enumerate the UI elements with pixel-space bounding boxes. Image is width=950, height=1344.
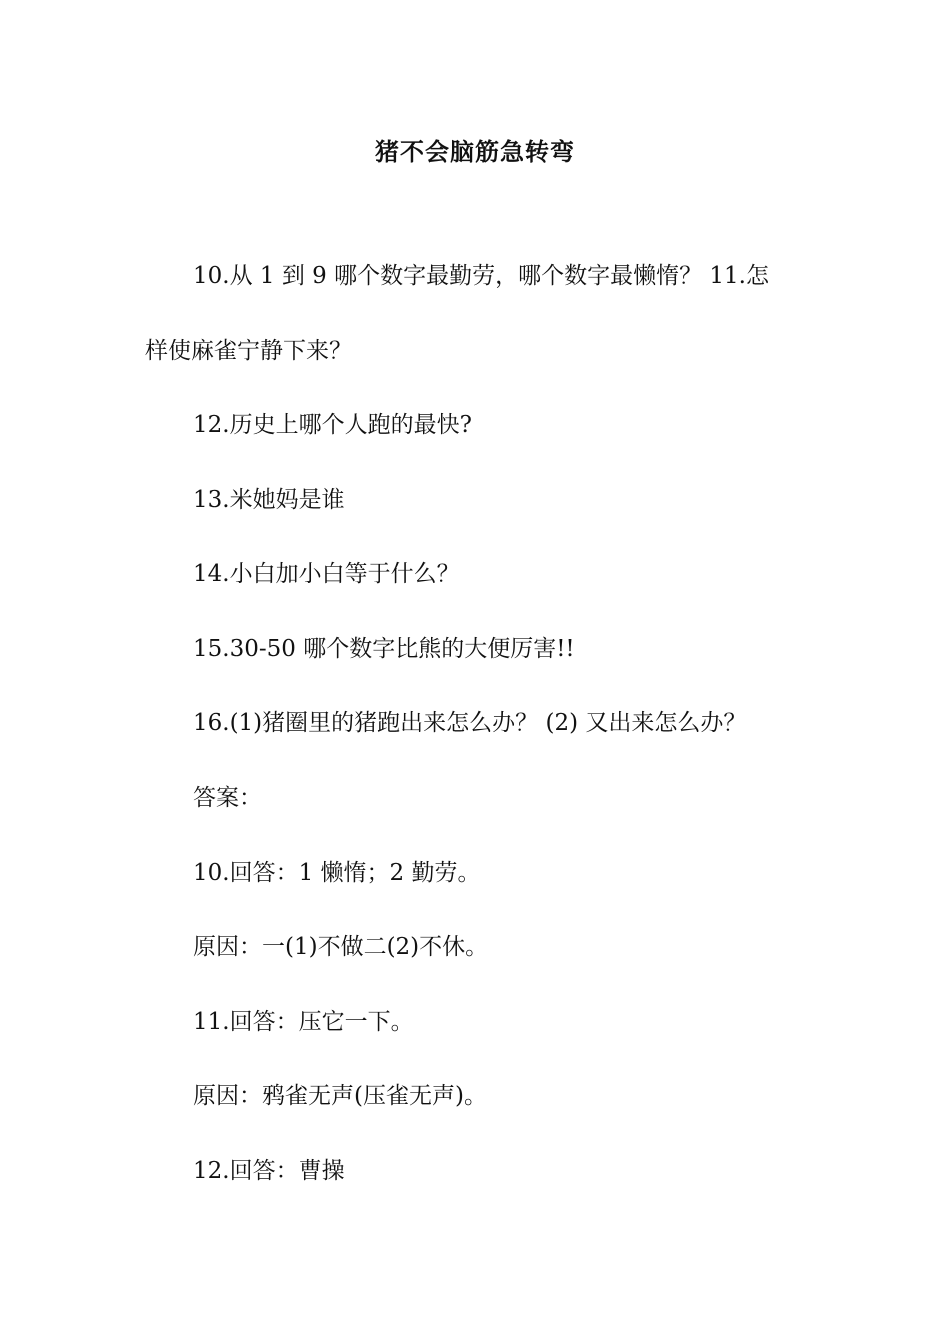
question-16-line: 16.(1)猪圈里的猪跑出来怎么办？ (2) 又出来怎么办？: [193, 710, 747, 736]
document-title: 猪不会脑筋急转弯: [375, 138, 575, 166]
question-15-line: 15.30-50 哪个数字比熊的大便厉害!!: [193, 636, 575, 662]
answer-10-line: 10.回答：1 懒惰；2 勤劳。: [193, 860, 481, 886]
question-10-line: 10.从 1 到 9 哪个数字最勤劳，哪个数字最懒惰？ 11.怎: [193, 263, 769, 289]
reason-10-line: 原因：一(1)不做二(2)不休。: [193, 934, 489, 960]
question-13-line: 13.米她妈是谁: [193, 487, 345, 513]
answer-12-line: 12.回答：曹操: [193, 1158, 345, 1184]
answer-11-line: 11.回答：压它一下。: [193, 1009, 414, 1035]
question-14-line: 14.小白加小白等于什么？: [193, 561, 460, 587]
question-12-line: 12.历史上哪个人跑的最快?: [193, 412, 472, 438]
reason-11-line: 原因：鸦雀无声(压雀无声)。: [193, 1083, 487, 1109]
question-11-continuation: 样使麻雀宁静下来？: [145, 338, 352, 364]
answers-heading: 答案：: [193, 785, 262, 811]
